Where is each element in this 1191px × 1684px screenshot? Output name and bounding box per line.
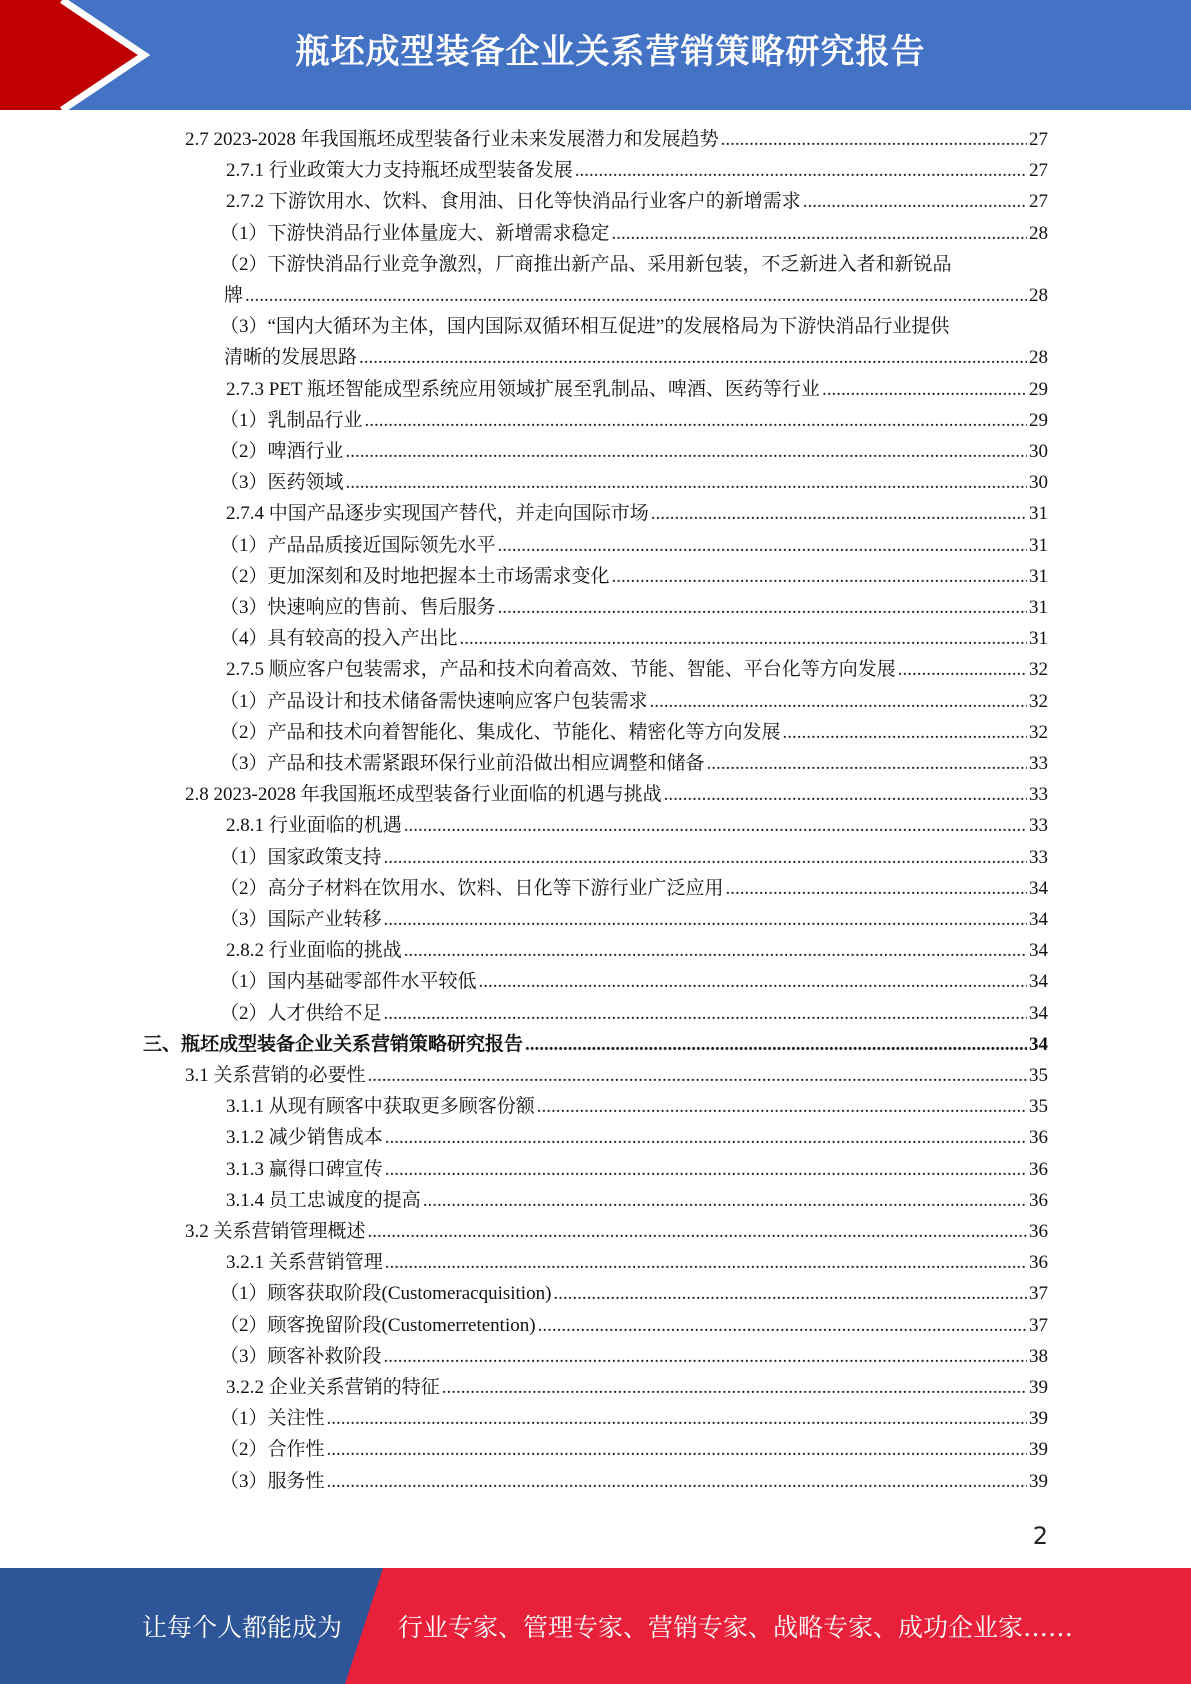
toc-leader-dots — [384, 846, 1027, 870]
toc-entry-title: 三、瓶坯成型装备企业关系营销策略研究报告 — [143, 1033, 524, 1055]
toc-entry-title: 2.8.2 行业面临的挑战 — [226, 940, 402, 962]
toc-leader-dots — [479, 970, 1027, 994]
toc-entry[interactable] — [185, 783, 1048, 807]
toc-entry-page: 39 — [1029, 1439, 1048, 1461]
toc-leader-dots — [404, 814, 1027, 838]
footer-slogan-left: 让每个人都能成为 — [142, 1613, 343, 1642]
toc-entry-title: （1）国家政策支持 — [220, 846, 382, 868]
toc-entry-title: （3）医药领域 — [220, 472, 344, 494]
toc-entry-title: 2.7.4 中国产品逐步实现国产替代，并走向国际市场 — [226, 503, 649, 525]
toc-entry[interactable] — [226, 814, 1048, 838]
toc-entry[interactable] — [224, 284, 1048, 308]
toc-entry[interactable] — [226, 658, 1048, 682]
toc-entry-page: 34 — [1029, 1033, 1048, 1055]
toc-entry-title: 3.1.3 赢得口碑宣传 — [226, 1158, 383, 1180]
toc-leader-dots — [651, 502, 1027, 526]
toc-entry[interactable] — [220, 721, 1048, 745]
toc-entry[interactable] — [220, 440, 1048, 464]
toc-entry[interactable] — [226, 502, 1048, 526]
toc-entry-page: 36 — [1029, 1158, 1048, 1180]
toc-leader-dots — [346, 471, 1027, 495]
toc-entry-page: 35 — [1029, 1096, 1048, 1118]
toc-entry[interactable] — [220, 1314, 1048, 1338]
page-number: 2 — [1032, 1522, 1048, 1550]
toc-entry-page: 39 — [1029, 1377, 1048, 1398]
toc-entry[interactable] — [224, 346, 1048, 370]
toc-leader-dots — [368, 1064, 1027, 1088]
toc-entry[interactable] — [226, 1376, 1048, 1400]
toc-leader-dots — [384, 1002, 1027, 1026]
toc-entry-page: 31 — [1029, 597, 1048, 618]
toc-leader-dots — [898, 658, 1027, 682]
toc-entry-page: 37 — [1029, 1283, 1048, 1305]
toc-entry-page: 31 — [1029, 565, 1048, 587]
toc-entry[interactable] — [220, 1438, 1048, 1462]
toc-entry[interactable] — [226, 939, 1048, 963]
toc-entry-title: （2）更加深刻和及时地把握本土市场需求变化 — [220, 565, 610, 587]
toc-entry[interactable] — [220, 877, 1048, 901]
toc-entry[interactable] — [220, 627, 1048, 651]
toc-entry[interactable] — [143, 1033, 1048, 1057]
toc-entry-page: 30 — [1029, 472, 1048, 494]
toc-entry-title: 牌 — [224, 285, 244, 306]
toc-leader-dots — [385, 1251, 1027, 1275]
toc-entry[interactable] — [220, 1345, 1048, 1369]
toc-leader-dots — [423, 1189, 1027, 1213]
toc-entry[interactable] — [220, 471, 1048, 495]
toc-leader-dots — [538, 1314, 1027, 1338]
toc-entry-title: （3）快速响应的售前、售后服务 — [220, 597, 496, 618]
toc-leader-dots — [612, 565, 1027, 589]
toc-entry-title: （3）产品和技术需紧跟环保行业前沿做出相应调整和储备 — [220, 753, 705, 774]
toc-entry[interactable] — [226, 1126, 1048, 1150]
toc-entry[interactable] — [226, 1189, 1048, 1213]
toc-leader-dots — [525, 1033, 1027, 1057]
toc-entry-title: 3.1.4 员工忠诚度的提高 — [226, 1189, 421, 1211]
toc-entry-page: 34 — [1029, 909, 1048, 930]
page-header — [0, 0, 1191, 110]
toc-leader-dots — [384, 908, 1027, 932]
toc-entry-page: 32 — [1029, 690, 1048, 712]
toc-leader-dots — [384, 1345, 1027, 1369]
toc-entry[interactable] — [220, 690, 1048, 714]
toc-entry[interactable] — [226, 159, 1048, 183]
toc-leader-dots — [368, 1220, 1027, 1244]
toc-entry[interactable] — [220, 534, 1048, 558]
toc-entry-title: （2）合作性 — [220, 1439, 325, 1461]
toc-entry[interactable] — [226, 378, 1048, 402]
toc-entry-title: （1）下游快消品行业体量庞大、新增需求稳定 — [220, 222, 610, 244]
toc-entry-title: 2.7.5 顺应客户包装需求，产品和技术向着高效、节能、智能、平台化等方向发展 — [226, 659, 896, 681]
toc-entry[interactable] — [185, 1064, 1048, 1088]
toc-leader-dots — [327, 1470, 1027, 1494]
toc-entry-page: 28 — [1029, 222, 1048, 244]
toc-entry[interactable] — [220, 565, 1048, 589]
toc-entry-title: 2.7 2023-2028 年我国瓶坯成型装备行业未来发展潜力和发展趋势 — [185, 129, 719, 150]
toc-entry[interactable] — [220, 222, 1048, 246]
toc-leader-dots — [707, 752, 1027, 776]
toc-entry-page: 28 — [1029, 347, 1048, 369]
toc-leader-dots — [575, 159, 1027, 183]
toc-leader-dots — [650, 690, 1027, 714]
toc-entry-title: （1）乳制品行业 — [220, 409, 363, 431]
toc-entry-title: （2）高分子材料在饮用水、饮料、日化等下游行业广泛应用 — [220, 877, 724, 899]
toc-entry-page: 30 — [1029, 441, 1048, 462]
toc-entry[interactable] — [220, 752, 1048, 776]
toc-entry-title: 3.1 关系营销的必要性 — [185, 1065, 366, 1086]
toc-leader-dots — [327, 1407, 1027, 1431]
toc-entry[interactable] — [226, 190, 1048, 214]
toc-entry-title: 3.1.1 从现有顾客中获取更多顾客份额 — [226, 1096, 535, 1118]
toc-entry-page: 39 — [1029, 1408, 1048, 1430]
toc-entry-title: （1）产品品质接近国际领先水平 — [220, 534, 496, 556]
toc-entry-title: （2）人才供给不足 — [220, 1002, 382, 1024]
toc-entry-title: （1）国内基础零部件水平较低 — [220, 971, 477, 993]
toc-leader-dots — [365, 409, 1027, 433]
toc-leader-dots — [385, 1158, 1027, 1182]
toc-entry-title: （2）啤酒行业 — [220, 441, 344, 462]
toc-entry-page: 28 — [1029, 285, 1048, 306]
toc-entry-page: 34 — [1029, 877, 1048, 899]
toc-entry-page: 29 — [1029, 378, 1048, 400]
toc-leader-dots — [359, 346, 1027, 370]
toc-entry[interactable] — [220, 908, 1048, 932]
toc-leader-dots — [726, 877, 1027, 901]
toc-entry-page: 33 — [1029, 753, 1048, 774]
toc-leader-dots — [460, 627, 1027, 651]
toc-leader-dots — [664, 783, 1027, 807]
toc-leader-dots — [612, 222, 1027, 246]
toc-entry-title: 清晰的发展思路 — [224, 347, 358, 369]
toc-entry-title: 2.8 2023-2028 年我国瓶坯成型装备行业面临的机遇与挑战 — [185, 784, 662, 806]
toc-entry-title: （3）服务性 — [220, 1470, 325, 1492]
toc-entry-title: （1）产品设计和技术储备需快速响应客户包装需求 — [220, 690, 648, 712]
toc-leader-dots — [553, 1282, 1027, 1306]
toc-entry[interactable] — [226, 1251, 1048, 1275]
toc-entry-page: 35 — [1029, 1065, 1048, 1086]
toc-entry-text-line1: （2）下游快消品行业竞争激烈，厂商推出新产品、采用新包装，不乏新进入者和新锐品 — [220, 253, 952, 275]
toc-entry-page: 32 — [1029, 721, 1048, 743]
toc-leader-dots — [537, 1095, 1027, 1119]
toc-leader-dots — [803, 190, 1027, 214]
toc-entry-title: （1）关注性 — [220, 1408, 325, 1430]
toc-entry-title: 3.1.2 减少销售成本 — [226, 1127, 383, 1149]
toc-entry[interactable] — [220, 970, 1048, 994]
toc-entry[interactable] — [220, 1470, 1048, 1494]
page-footer — [0, 1568, 1191, 1684]
toc-entry-title: （3）国际产业转移 — [220, 909, 382, 930]
toc-entry-page: 33 — [1029, 815, 1048, 837]
toc-entry-title: 2.7.1 行业政策大力支持瓶坯成型装备发展 — [226, 160, 573, 182]
toc-leader-dots — [404, 939, 1027, 963]
toc-entry[interactable] — [220, 1407, 1048, 1431]
toc-entry-title: 2.7.2 下游饮用水、饮料、食用油、日化等快消品行业客户的新增需求 — [226, 191, 801, 213]
toc-entry-page: 37 — [1029, 1314, 1048, 1336]
toc-leader-dots — [327, 1438, 1027, 1462]
toc-entry-title: （1）顾客获取阶段(Customeracquisition) — [220, 1283, 552, 1305]
toc-entry-page: 31 — [1029, 534, 1048, 556]
toc-entry-page: 27 — [1029, 129, 1048, 150]
toc-entry[interactable] — [220, 596, 1048, 620]
toc-entry[interactable] — [226, 1158, 1048, 1182]
toc-entry-page: 34 — [1029, 971, 1048, 993]
toc-entry-page: 31 — [1029, 628, 1048, 650]
toc-entry[interactable] — [185, 128, 1048, 152]
toc-entry-title: 3.2 关系营销管理概述 — [185, 1221, 366, 1242]
toc-entry[interactable] — [220, 1002, 1048, 1026]
toc-entry-page: 36 — [1029, 1127, 1048, 1149]
toc-entry-page: 27 — [1029, 160, 1048, 182]
toc-entry[interactable] — [220, 846, 1048, 870]
toc-entry-page: 34 — [1029, 940, 1048, 962]
toc-entry-title: （3）顾客补救阶段 — [220, 1345, 382, 1367]
toc-leader-dots — [442, 1376, 1027, 1400]
toc-entry-page: 36 — [1029, 1252, 1048, 1274]
toc-entry-title: （2）产品和技术向着智能化、集成化、节能化、精密化等方向发展 — [220, 721, 781, 743]
toc-entry-title: 2.7.3 PET 瓶坯智能成型系统应用领域扩展至乳制品、啤酒、医药等行业 — [226, 378, 820, 400]
toc-entry-page: 27 — [1029, 191, 1048, 213]
toc-entry-page: 39 — [1029, 1470, 1048, 1492]
toc-leader-dots — [822, 378, 1027, 402]
toc-entry[interactable] — [220, 1282, 1048, 1306]
footer-slogan-right: 行业专家、管理专家、营销专家、战略专家、成功企业家…… — [398, 1613, 1074, 1642]
toc-entry-page: 38 — [1029, 1345, 1048, 1367]
toc-entry[interactable] — [220, 409, 1048, 433]
toc-leader-dots — [245, 284, 1027, 308]
toc-entry-title: 3.2.1 关系营销管理 — [226, 1252, 383, 1274]
toc-leader-dots — [721, 128, 1027, 152]
toc-entry-title: （2）顾客挽留阶段(Customerretention) — [220, 1314, 536, 1336]
toc-leader-dots — [498, 534, 1027, 558]
toc-entry-page: 33 — [1029, 846, 1048, 868]
toc-entry-page: 33 — [1029, 784, 1048, 806]
toc-entry-page: 36 — [1029, 1221, 1048, 1242]
toc-entry-title: 3.2.2 企业关系营销的特征 — [226, 1377, 440, 1398]
toc-entry-page: 31 — [1029, 503, 1048, 525]
toc-leader-dots — [498, 596, 1027, 620]
toc-entry[interactable] — [185, 1220, 1048, 1244]
toc-leader-dots — [783, 721, 1027, 745]
toc-entry-page: 34 — [1029, 1002, 1048, 1024]
toc-entry-title: 2.8.1 行业面临的机遇 — [226, 815, 402, 837]
toc-entry[interactable] — [226, 1095, 1048, 1119]
toc-entry-page: 36 — [1029, 1189, 1048, 1211]
document-title: 瓶坯成型装备企业关系营销策略研究报告 — [295, 32, 926, 72]
toc-entry-page: 32 — [1029, 659, 1048, 681]
toc-entry-text-line1: （3）“国内大循环为主体，国内国际双循环相互促进”的发展格局为下游快消品行业提供 — [220, 316, 950, 338]
toc-entry-title: （4）具有较高的投入产出比 — [220, 628, 458, 650]
toc-entry-page: 29 — [1029, 409, 1048, 431]
toc-leader-dots — [385, 1126, 1027, 1150]
toc-leader-dots — [346, 440, 1027, 464]
